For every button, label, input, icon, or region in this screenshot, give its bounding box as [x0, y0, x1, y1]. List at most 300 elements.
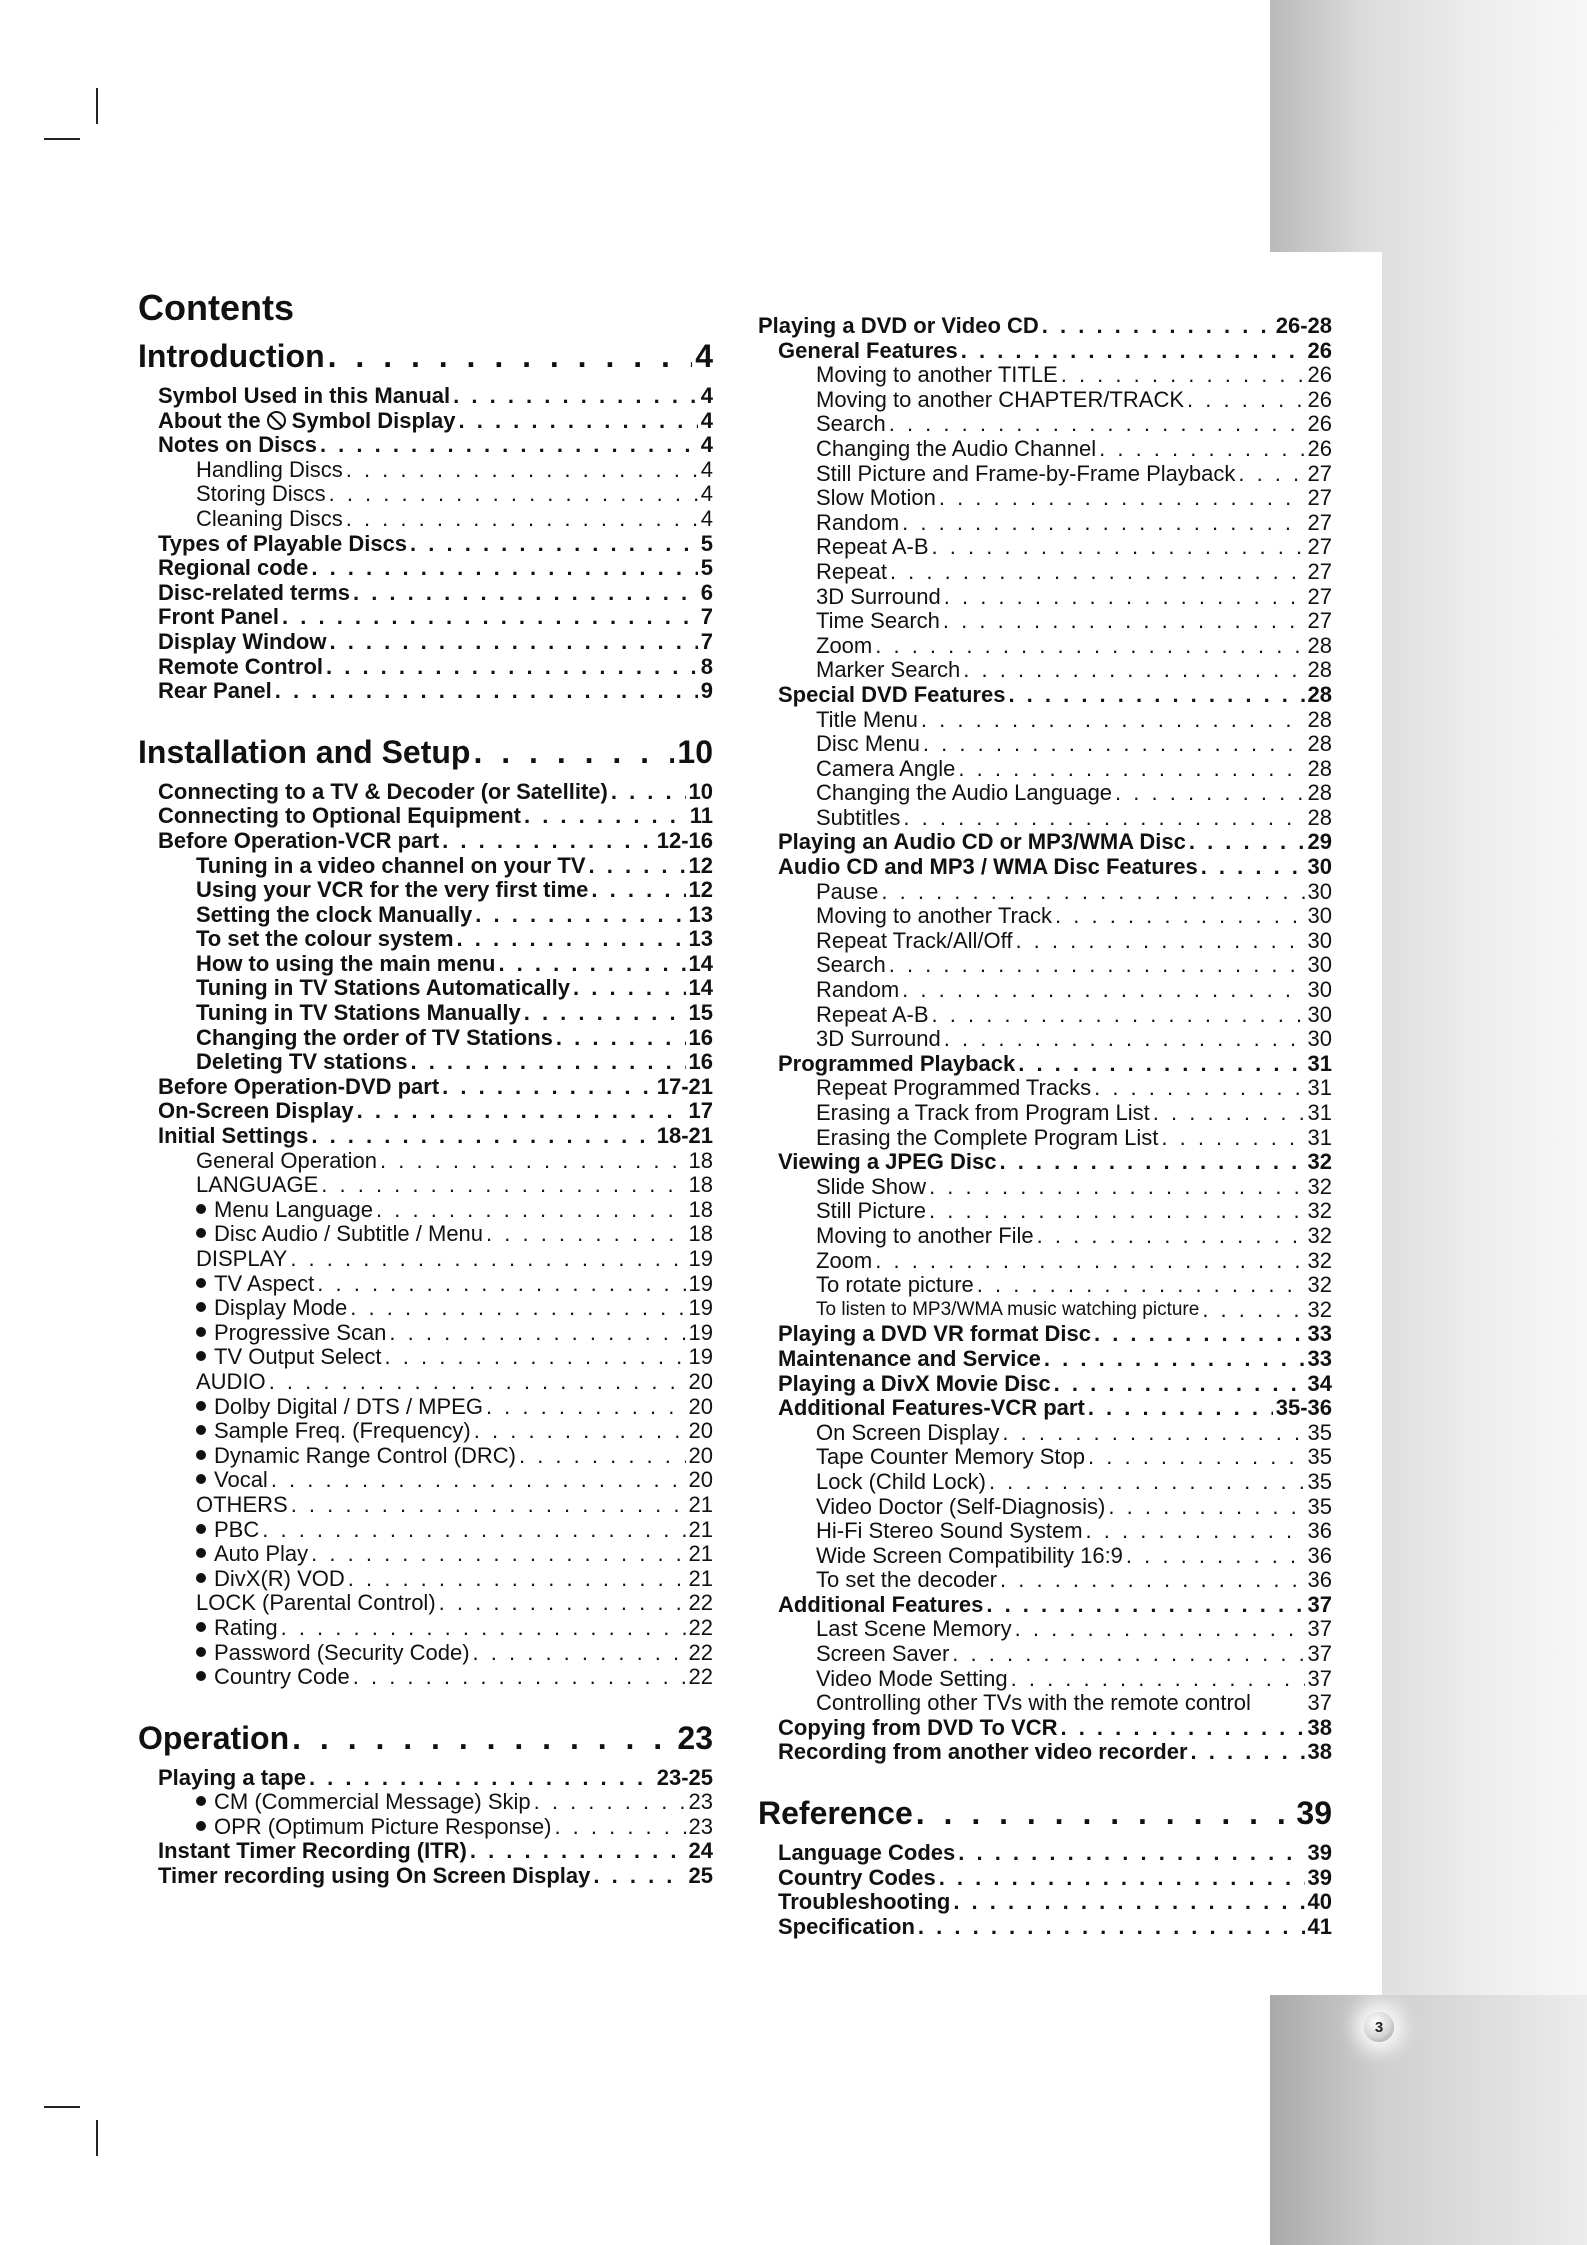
toc-entry-text: Remote Control — [158, 654, 323, 679]
toc-entry — [758, 1298, 1332, 1323]
dot-leader — [1044, 1347, 1305, 1372]
toc-page-number: 33 — [1307, 1346, 1332, 1371]
toc-page-number: 40 — [1307, 1890, 1332, 1915]
toc-entry — [138, 1198, 713, 1223]
toc-page-number: 32 — [1307, 1273, 1332, 1298]
toc-page-number: 32 — [1307, 1248, 1332, 1273]
toc-page-number: 14 — [688, 976, 713, 1001]
toc-entry — [758, 363, 1332, 388]
toc-entry-text: Playing a DivX Movie Disc — [778, 1371, 1051, 1396]
toc-page-number: 32 — [1307, 1223, 1332, 1248]
toc-page-number: 30 — [1307, 928, 1332, 953]
toc-page-number: 30 — [1307, 879, 1332, 904]
dot-leader — [932, 1003, 1305, 1028]
toc-entry-text: Still Picture — [816, 1199, 927, 1224]
dot-leader — [1000, 1568, 1305, 1593]
toc-page-number: 14 — [688, 951, 713, 976]
toc-entry — [138, 1272, 713, 1297]
toc-entry — [138, 1419, 713, 1444]
toc-page-number: 27 — [1307, 559, 1332, 584]
toc-page-number: 27 — [1307, 461, 1332, 486]
toc-entry-label — [138, 732, 470, 772]
toc-entry-text: TV Output Select — [214, 1345, 382, 1370]
toc-entry — [138, 532, 713, 557]
toc-entry-text: Rating — [214, 1615, 278, 1640]
dot-leader — [1189, 830, 1305, 855]
page-number-badge: 3 — [1364, 2012, 1394, 2042]
toc-entry-label — [196, 1173, 318, 1198]
toc-entry-label — [196, 854, 586, 879]
toc-entry — [138, 384, 713, 409]
toc-entry-text: How to using the main menu — [196, 951, 496, 976]
toc-entry-label — [158, 384, 450, 409]
toc-entry — [138, 1124, 713, 1149]
toc-entry-label — [816, 953, 886, 978]
dot-leader — [889, 953, 1305, 978]
toc-entry-text: Time Search — [816, 609, 940, 634]
dot-leader — [320, 433, 698, 458]
toc-entry — [138, 1370, 713, 1395]
toc-entry-text: Programmed Playback — [778, 1051, 1016, 1076]
toc-entry-label — [816, 585, 941, 610]
dot-leader — [353, 1665, 686, 1690]
toc-entry-label — [196, 1616, 278, 1641]
toc-page-number: 37 — [1307, 1592, 1332, 1617]
toc-entry-text: LOCK (Parental Control) — [196, 1591, 436, 1616]
toc-entry — [758, 1667, 1332, 1692]
toc-entry — [138, 482, 713, 507]
toc-page-number: 18 — [688, 1148, 713, 1173]
toc-entry-label — [816, 658, 960, 683]
dot-leader — [939, 486, 1305, 511]
toc-entry — [758, 880, 1332, 905]
toc-entry-label — [158, 1864, 590, 1889]
toc-entry — [138, 1099, 713, 1124]
toc-entry-label — [816, 388, 1184, 413]
toc-entry-text: LANGUAGE — [196, 1173, 319, 1198]
toc-entry — [758, 1568, 1332, 1593]
toc-entry-label — [778, 1322, 1091, 1347]
toc-entry-label — [158, 605, 279, 630]
toc-entry-text: Dolby Digital / DTS / MPEG — [214, 1394, 483, 1419]
toc-entry-label — [816, 1519, 1083, 1544]
dot-leader — [1037, 1224, 1305, 1249]
dot-leader — [961, 339, 1305, 364]
toc-entry-label — [778, 1915, 915, 1940]
toc-entry — [138, 976, 713, 1001]
toc-entry — [138, 854, 713, 879]
toc-entry-label — [158, 1099, 354, 1124]
dot-leader — [875, 634, 1304, 659]
dot-leader — [554, 1815, 685, 1840]
toc-entry-text: Erasing the Complete Program List — [816, 1125, 1159, 1150]
toc-entry-label — [816, 929, 1012, 954]
toc-entry-text: OTHERS — [196, 1492, 288, 1517]
toc-entry-label — [158, 780, 608, 805]
toc-entry-text: Country Code — [214, 1665, 350, 1690]
toc-entry-text: 3D Surround — [816, 584, 941, 609]
dot-leader — [309, 1766, 654, 1791]
toc-page-number: 23-25 — [656, 1765, 713, 1790]
bullet-icon — [196, 1401, 206, 1411]
toc-entry-text: Auto Play — [214, 1542, 309, 1567]
dot-leader — [918, 1915, 1305, 1940]
toc-entry-label — [158, 829, 439, 854]
toc-entry-label — [196, 458, 343, 483]
toc-entry-label — [196, 1567, 345, 1592]
dot-leader — [1201, 855, 1305, 880]
dot-leader — [442, 1075, 654, 1100]
toc-entry-text: Viewing a JPEG Disc — [778, 1150, 997, 1175]
dot-leader — [958, 757, 1304, 782]
toc-entry-text: Sample Freq. (Frequency) — [214, 1419, 471, 1444]
toc-entry-label — [158, 433, 317, 458]
toc-page-number: 27 — [1307, 609, 1332, 634]
toc-entry-text: Zoom — [816, 1248, 873, 1273]
toc-entry-text: Before Operation-DVD part — [158, 1074, 440, 1099]
dot-leader — [1086, 1519, 1305, 1544]
dot-leader — [929, 1199, 1304, 1224]
toc-entry-text: Hi-Fi Stereo Sound System — [816, 1519, 1083, 1544]
toc-page-number: 19 — [688, 1320, 713, 1345]
toc-page-number: 21 — [688, 1542, 713, 1567]
toc-entry — [138, 1864, 713, 1889]
toc-entry — [758, 1175, 1332, 1200]
toc-page-number: 20 — [688, 1369, 713, 1394]
toc-entry-label — [816, 535, 929, 560]
toc-entry-label — [158, 1766, 306, 1791]
toc-page-number: 30 — [1307, 1002, 1332, 1027]
toc-entry-label — [816, 1273, 974, 1298]
crop-mark-top-vertical — [96, 88, 98, 124]
toc-entry — [138, 1839, 713, 1864]
toc-page-number: 32 — [1307, 1199, 1332, 1224]
toc-entry-text: Additional Features — [778, 1592, 984, 1617]
toc-entry — [138, 1518, 713, 1543]
toc-entry — [758, 1890, 1332, 1915]
toc-section-heading — [138, 336, 713, 376]
bullet-icon — [196, 1524, 206, 1534]
toc-page-number: 28 — [1307, 732, 1332, 757]
toc-entry-label — [816, 486, 936, 511]
toc-page-number: 28 — [1307, 756, 1332, 781]
toc-page-number: 5 — [700, 556, 713, 581]
toc-page-number: 4 — [700, 384, 713, 408]
dot-leader — [281, 1616, 686, 1641]
toc-entry-label — [196, 1149, 377, 1174]
toc-entry — [758, 830, 1332, 855]
toc-entry-label — [816, 1249, 872, 1274]
toc-page-number: 4 — [700, 457, 713, 482]
toc-page-number: 35 — [1307, 1469, 1332, 1494]
toc-page-number: 17-21 — [656, 1074, 713, 1099]
dot-leader — [380, 1149, 686, 1174]
toc-entry-label — [196, 1518, 259, 1543]
toc-page-number: 27 — [1307, 510, 1332, 535]
toc-entry-label — [158, 1075, 439, 1100]
toc-entry-text: To set the colour system — [196, 927, 454, 952]
toc-page-number: 35 — [1307, 1494, 1332, 1519]
toc-page-number: 22 — [688, 1665, 713, 1690]
dot-leader — [311, 1124, 653, 1149]
toc-entry-text: Lock (Child Lock) — [816, 1469, 986, 1494]
dot-leader — [986, 1593, 1304, 1618]
dot-leader — [1088, 1396, 1273, 1421]
toc-entry-text: Erasing a Track from Program List — [816, 1101, 1150, 1125]
dot-leader — [519, 1444, 686, 1469]
dot-leader — [1054, 1372, 1305, 1397]
toc-entry — [758, 1249, 1332, 1274]
toc-left-list — [138, 336, 713, 1889]
toc-entry-label — [196, 1493, 288, 1518]
bullet-icon — [196, 1671, 206, 1681]
toc-page-number: 12 — [688, 853, 713, 878]
toc-entry-text: Maintenance and Service — [778, 1346, 1041, 1371]
toc-entry — [138, 903, 713, 928]
dot-leader — [875, 1249, 1304, 1274]
toc-entry-label — [138, 336, 325, 376]
dot-leader — [459, 409, 698, 434]
toc-entry-label — [196, 878, 588, 903]
toc-entry-text: Dynamic Range Control (DRC) — [214, 1443, 516, 1468]
toc-entry-label — [816, 1126, 1158, 1151]
toc-page-number: 16 — [688, 1050, 713, 1075]
toc-entry — [138, 1591, 713, 1616]
toc-page-number: 26 — [1307, 412, 1332, 437]
toc-entry — [758, 658, 1332, 683]
toc-entry — [758, 1027, 1332, 1052]
toc-page-number: 38 — [1307, 1740, 1332, 1765]
toc-entry-text: Regional code — [158, 556, 309, 581]
bullet-icon — [196, 1474, 206, 1484]
toc-page-number: 26 — [1307, 363, 1332, 388]
toc-page-number: 18 — [688, 1222, 713, 1247]
dot-leader — [346, 458, 698, 483]
toc-entry — [758, 1273, 1332, 1298]
toc-page-number: 30 — [1307, 978, 1332, 1003]
toc-entry — [758, 1495, 1332, 1520]
toc-entry-text: Playing a tape — [158, 1765, 306, 1790]
toc-entry-text: Repeat A-B — [816, 1002, 929, 1027]
toc-entry-text: 3D Surround — [816, 1027, 941, 1052]
toc-entry-label — [816, 437, 1096, 462]
toc-page-number: 19 — [688, 1296, 713, 1321]
toc-page-number: 13 — [688, 927, 713, 952]
dot-leader — [1008, 683, 1304, 708]
toc-page-number: 28 — [1307, 707, 1332, 732]
toc-entry-label — [196, 1026, 553, 1051]
toc-entry-text: PBC — [214, 1517, 260, 1542]
toc-entry-label-part: About the — [158, 408, 261, 433]
toc-entry — [758, 585, 1332, 610]
toc-page-number: 39 — [1307, 1841, 1332, 1866]
toc-entry — [758, 1841, 1332, 1866]
toc-page-number: 11 — [689, 804, 713, 829]
toc-entry — [138, 1247, 713, 1272]
toc-entry — [758, 609, 1332, 634]
toc-entry-text: AUDIO — [196, 1369, 266, 1394]
toc-entry-text: Front Panel — [158, 605, 280, 630]
toc-entry-label — [816, 1544, 1123, 1569]
dot-leader — [932, 535, 1305, 560]
toc-entry-text: Moving to another Track — [816, 904, 1053, 929]
toc-entry — [758, 634, 1332, 659]
toc-entry-text: Playing a DVD VR format Disc — [778, 1322, 1091, 1347]
dot-leader — [534, 1790, 686, 1815]
toc-entry — [758, 1445, 1332, 1470]
toc-page-number: 26 — [1307, 387, 1332, 412]
dot-leader — [1115, 781, 1304, 806]
toc-section-heading — [758, 1793, 1332, 1833]
toc-entry-label — [816, 1027, 941, 1052]
dot-leader — [1018, 1052, 1304, 1077]
toc-entry-text: Tuning in a video channel on your TV — [196, 853, 586, 878]
toc-entry-text: Language Codes — [778, 1841, 956, 1866]
toc-entry-label — [816, 781, 1112, 806]
toc-entry-text: Display Window — [158, 629, 327, 654]
toc-entry-text: Types of Playable Discs — [158, 531, 408, 556]
toc-entry-label — [778, 1740, 1188, 1765]
toc-page-number: 27 — [1307, 584, 1332, 609]
toc-entry-label — [196, 1395, 483, 1420]
toc-entry-text: Video Mode Setting — [816, 1666, 1008, 1691]
toc-entry — [138, 433, 713, 458]
toc-entry — [758, 1076, 1332, 1101]
dot-leader — [348, 1567, 686, 1592]
dot-leader — [326, 655, 698, 680]
bullet-icon — [196, 1622, 206, 1632]
toc-entry-label — [196, 1815, 551, 1840]
toc-entry — [758, 1617, 1332, 1642]
toc-entry — [758, 339, 1332, 364]
toc-entry — [758, 757, 1332, 782]
toc-page-number: 21 — [688, 1517, 713, 1542]
toc-entry-label — [816, 1691, 1251, 1716]
toc-entry-text: Camera Angle — [816, 756, 956, 781]
toc-entry-label — [196, 1468, 268, 1493]
toc-page-number: 4 — [700, 433, 713, 458]
dot-leader — [389, 1321, 685, 1346]
toc-entry — [138, 927, 713, 952]
toc-entry-text: Search — [816, 412, 886, 437]
dot-leader — [902, 511, 1304, 536]
toc-entry — [758, 511, 1332, 536]
toc-entry — [758, 1866, 1332, 1891]
toc-entry-text: Controlling other TVs with the remote control — [816, 1691, 1251, 1716]
toc-page-number: 25 — [688, 1864, 713, 1889]
dot-leader — [317, 1272, 685, 1297]
toc-page-number: 28 — [1307, 805, 1332, 830]
bullet-icon — [196, 1302, 206, 1312]
toc-entry-label — [196, 1222, 483, 1247]
dot-leader — [890, 560, 1305, 585]
toc-page-number: 27 — [1307, 486, 1332, 511]
toc-page-number: 30 — [1307, 953, 1332, 978]
toc-page-number: 37 — [1307, 1617, 1332, 1642]
toc-entry-text: Storing Discs — [196, 482, 326, 507]
toc-entry-label — [158, 1124, 308, 1149]
toc-entry-label — [778, 1396, 1085, 1421]
dot-leader — [524, 1001, 686, 1026]
toc-entry — [758, 1915, 1332, 1940]
toc-entry-label — [158, 679, 272, 704]
toc-entry-text: Title Menu — [816, 707, 918, 732]
toc-entry-text: Reference — [758, 1795, 913, 1832]
toc-entry-text: Screen Saver — [816, 1642, 950, 1667]
toc-page-number: 31 — [1307, 1125, 1332, 1150]
dot-leader — [944, 1027, 1305, 1052]
toc-page-number: 22 — [688, 1615, 713, 1640]
toc-entry-label — [196, 1345, 382, 1370]
toc-entry — [138, 1050, 713, 1075]
toc-page-number: 29 — [1307, 830, 1332, 855]
toc-entry-text: DISPLAY — [196, 1247, 288, 1271]
toc-entry-label — [158, 409, 456, 434]
toc-entry-text: Cleaning Discs — [196, 506, 343, 531]
toc-page-number: 18 — [688, 1197, 713, 1222]
toc-entry-label — [816, 1199, 926, 1224]
toc-entry-label — [816, 1495, 1105, 1520]
toc-entry-text: Password (Security Code) — [214, 1640, 470, 1665]
toc-right-list — [758, 314, 1332, 1939]
toc-entry-text: Still Picture and Frame-by-Frame Playback — [816, 461, 1236, 486]
toc-entry — [138, 878, 713, 903]
toc-page-number: 9 — [700, 679, 713, 704]
toc-entry — [138, 1444, 713, 1469]
toc-entry — [758, 1691, 1332, 1716]
toc-page-number: 30 — [1307, 855, 1332, 880]
toc-entry-label — [778, 855, 1198, 880]
toc-entry-label — [816, 806, 900, 831]
toc-page-number: 32 — [1307, 1297, 1332, 1322]
toc-entry — [138, 679, 713, 704]
toc-page-number: 20 — [688, 1443, 713, 1468]
toc-entry-text: Changing the Audio Language — [816, 781, 1113, 806]
toc-entry — [758, 904, 1332, 929]
dot-leader — [1060, 1716, 1304, 1741]
toc-page-number: 5 — [700, 531, 713, 556]
dot-leader — [593, 1864, 685, 1889]
toc-entry-text: Zoom — [816, 633, 873, 658]
toc-page-number: 26 — [1307, 436, 1332, 461]
dot-leader — [262, 1518, 685, 1543]
dot-leader — [290, 1247, 685, 1272]
dot-leader — [453, 384, 698, 409]
toc-entry-text: Deleting TV stations — [196, 1050, 408, 1075]
dot-leader — [1094, 1322, 1305, 1347]
toc-entry — [758, 1421, 1332, 1446]
toc-entry-text: Specification — [778, 1914, 915, 1939]
toc-page-number: 22 — [688, 1591, 713, 1616]
dot-leader — [1011, 1667, 1305, 1692]
toc-entry — [758, 1396, 1332, 1421]
toc-entry-label — [816, 1224, 1034, 1249]
toc-entry-label — [196, 1247, 287, 1272]
toc-page-number: 12 — [688, 878, 713, 903]
toc-entry-label — [196, 507, 343, 532]
toc-entry-label — [816, 634, 872, 659]
toc-entry-label — [158, 804, 521, 829]
toc-entry — [758, 732, 1332, 757]
toc-page-number: 35 — [1307, 1445, 1332, 1470]
toc-page-number: 36 — [1307, 1543, 1332, 1568]
toc-entry — [758, 1642, 1332, 1667]
toc-entry-label — [816, 708, 918, 733]
crop-mark-top-horizontal — [44, 138, 80, 140]
bullet-icon — [196, 1351, 206, 1361]
toc-entry — [758, 781, 1332, 806]
toc-entry — [758, 1003, 1332, 1028]
